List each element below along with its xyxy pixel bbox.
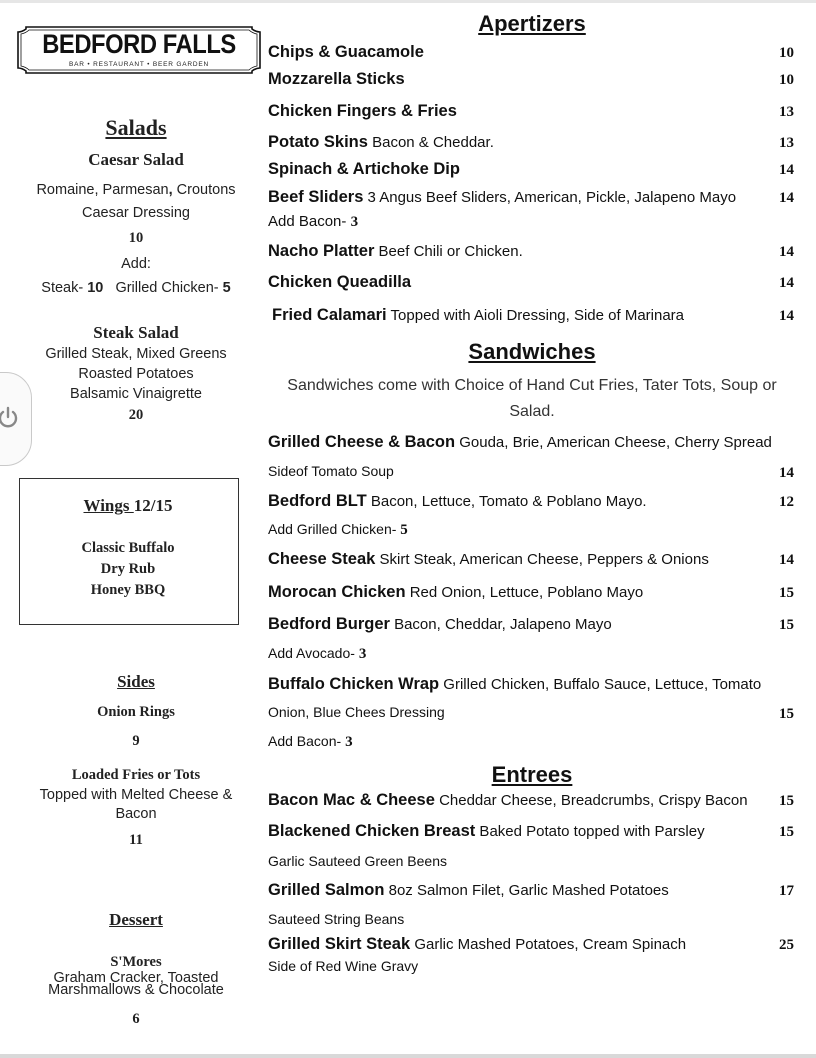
- menu-item-addon: [268, 213, 796, 231]
- addon-label: Add Avocado-: [268, 645, 359, 661]
- item-price: 14: [779, 465, 794, 481]
- caesar-salad-name: Caesar Salad: [88, 150, 184, 169]
- menu-item: [268, 273, 796, 292]
- caesar-desc-part: Romaine, Parmesan: [36, 182, 169, 198]
- addon-steak-price: 10: [87, 280, 104, 296]
- item-price: 14: [779, 275, 794, 291]
- steak-salad-price: 20: [128, 407, 144, 423]
- item-price: 14: [779, 552, 794, 568]
- wings-price: 12/15: [133, 496, 173, 515]
- sandwiches-intro-line2: Salad.: [509, 403, 555, 420]
- menu-item: [272, 306, 796, 325]
- item-desc: Grilled Chicken, Buffalo Sauce, Lettuce, Tomato: [439, 676, 762, 693]
- menu-item-addon: [268, 521, 796, 539]
- item-name: Bedford Burger: [268, 615, 390, 633]
- item-desc: Bacon & Cheddar.: [367, 134, 494, 151]
- item-price: 17: [779, 883, 794, 899]
- menu-item: [268, 935, 796, 954]
- steak-salad-name: Steak Salad: [93, 323, 179, 342]
- item-desc: 3 Angus Beef Sliders, American, Pickle, Jalapeno Mayo: [363, 189, 737, 206]
- wings-heading: [19, 496, 237, 516]
- loaded-fries-line2: Bacon: [115, 806, 157, 822]
- menu-item: [268, 70, 796, 89]
- dessert-heading: Dessert: [109, 910, 163, 929]
- item-name: Spinach & Artichoke Dip: [268, 160, 460, 178]
- item-desc: Topped with Aioli Dressing, Side of Marinara: [386, 307, 685, 324]
- item-price: 14: [779, 244, 794, 260]
- smores-line2: Marshmallows & Chocolate: [48, 982, 224, 998]
- addon-label: Add Bacon-: [268, 733, 346, 749]
- item-desc: Baked Potato topped with Parsley: [475, 823, 705, 840]
- bottom-divider: [0, 1054, 816, 1058]
- smores-line1: Graham Cracker, Toasted: [53, 970, 219, 986]
- logo-title: BEDFORD FALLS: [42, 29, 236, 59]
- menu-item: [268, 188, 796, 207]
- item-desc: Garlic Sauteed Green Beens: [268, 853, 447, 869]
- wings-title: Wings: [83, 496, 134, 515]
- menu-item-line2: [268, 911, 796, 928]
- item-name: Chips & Guacamole: [268, 43, 424, 61]
- item-price: 14: [779, 162, 794, 178]
- entrees-heading: Entrees: [491, 762, 573, 787]
- power-icon[interactable]: [0, 405, 21, 431]
- item-desc: Sauteed String Beans: [268, 911, 405, 927]
- item-price: 13: [779, 135, 794, 151]
- item-desc: Beef Chili or Chicken.: [374, 243, 523, 260]
- onion-rings-name: Onion Rings: [97, 704, 175, 720]
- item-name: Grilled Salmon: [268, 881, 385, 899]
- addon-label: Add Bacon-: [268, 213, 351, 230]
- menu-item-line2: [268, 704, 796, 721]
- item-desc: Bacon, Lettuce, Tomato & Poblano Mayo.: [366, 493, 647, 510]
- item-name: Grilled Skirt Steak: [268, 935, 411, 953]
- addon-chicken-price: 5: [222, 280, 231, 296]
- addon-label: Add Grilled Chicken-: [268, 521, 401, 537]
- logo: [16, 26, 262, 74]
- addon-price: 5: [400, 522, 408, 538]
- menu-item: [268, 791, 796, 810]
- item-price: 12: [779, 494, 794, 510]
- item-price: 15: [779, 793, 794, 809]
- menu-item: [268, 242, 796, 261]
- menu-item-line2: [268, 958, 796, 975]
- caesar-addons: [16, 280, 256, 296]
- wings-flavor: Honey BBQ: [90, 582, 166, 598]
- menu-item-line2: [268, 463, 796, 480]
- item-desc: Side of Red Wine Gravy: [268, 958, 419, 974]
- caesar-salad-desc-line2: Caesar Dressing: [82, 205, 190, 221]
- item-price: 25: [779, 937, 794, 953]
- item-name: Buffalo Chicken Wrap: [268, 675, 440, 693]
- addon-price: 3: [358, 646, 367, 662]
- item-price: 14: [779, 308, 794, 324]
- item-desc: Onion, Blue Chees Dressing: [268, 704, 445, 720]
- item-name: Grilled Cheese & Bacon: [268, 433, 456, 451]
- caesar-add-label: Add:: [121, 256, 151, 272]
- menu-item: [268, 433, 796, 452]
- logo-subtitle: BAR • RESTAURANT • BEER GARDEN: [69, 61, 209, 68]
- item-name: Beef Sliders: [268, 188, 364, 206]
- steak-salad-line2: Roasted Potatoes: [78, 366, 194, 382]
- item-desc: Red Onion, Lettuce, Poblano Mayo: [405, 584, 644, 601]
- smores-price: 6: [132, 1011, 140, 1027]
- sides-heading: Sides: [117, 672, 155, 691]
- item-price: 15: [779, 585, 794, 601]
- menu-item: [268, 160, 796, 179]
- item-desc: 8oz Salmon Filet, Garlic Mashed Potatoes: [384, 882, 669, 899]
- steak-salad-line1: Grilled Steak, Mixed Greens: [45, 346, 227, 362]
- item-price: 15: [779, 824, 794, 840]
- menu-item: [268, 615, 796, 634]
- menu-item: [268, 43, 796, 62]
- addon-price: 3: [345, 734, 353, 750]
- menu-item: [268, 102, 796, 121]
- menu-item: [268, 881, 796, 900]
- item-price: 15: [779, 617, 794, 633]
- sandwiches-intro-line1: Sandwiches come with Choice of Hand Cut Fries, Tater Tots, Soup or: [287, 377, 777, 394]
- item-name: Morocan Chicken: [268, 583, 406, 601]
- item-desc: Sideof Tomato Soup: [268, 463, 394, 479]
- item-desc: Skirt Steak, American Cheese, Peppers & Onions: [375, 551, 709, 568]
- item-desc: Cheddar Cheese, Breadcrumbs, Crispy Bacon: [434, 792, 748, 809]
- loaded-fries-line1: Topped with Melted Cheese &: [39, 787, 233, 803]
- item-desc: Bacon, Cheddar, Jalapeno Mayo: [389, 616, 612, 633]
- item-name: Chicken Queadilla: [268, 273, 412, 291]
- item-name: Nacho Platter: [268, 242, 375, 260]
- onion-rings-price: 9: [132, 733, 140, 749]
- item-name: Cheese Steak: [268, 550, 376, 568]
- item-name: Blackened Chicken Breast: [268, 822, 476, 840]
- item-price: 10: [779, 72, 794, 88]
- addon-steak-label: Steak-: [41, 280, 88, 296]
- caesar-salad-price: 10: [128, 230, 144, 246]
- menu-item: [268, 492, 796, 511]
- menu-item: [268, 822, 796, 841]
- caesar-desc-part2: Croutons: [172, 182, 236, 198]
- steak-salad-line3: Balsamic Vinaigrette: [70, 386, 202, 402]
- loaded-fries-name: Loaded Fries or Tots: [71, 767, 201, 783]
- menu-item: [268, 675, 796, 694]
- wings-flavor: Classic Buffalo: [81, 540, 175, 556]
- item-desc: Gouda, Brie, American Cheese, Cherry Spread: [455, 434, 772, 451]
- item-price: 13: [779, 104, 794, 120]
- item-name: Bacon Mac & Cheese: [268, 791, 435, 809]
- smores-name: S'Mores: [110, 954, 162, 970]
- menu-item: [268, 133, 796, 152]
- wings-flavor: Dry Rub: [100, 561, 156, 577]
- side-panel-tab[interactable]: [0, 372, 32, 466]
- appetizers-heading: Apertizers: [478, 11, 586, 36]
- salads-heading: Salads: [105, 115, 167, 140]
- item-name: Fried Calamari: [272, 306, 387, 324]
- item-price: 14: [779, 190, 794, 206]
- addon-chicken-label: Grilled Chicken-: [115, 280, 223, 296]
- menu-item: [268, 550, 796, 569]
- caesar-desc-comma: ,: [168, 182, 173, 198]
- caesar-salad-desc-line1: [16, 182, 256, 198]
- addon-price: 3: [350, 214, 359, 230]
- menu-item: [268, 583, 796, 602]
- item-name: Chicken Fingers & Fries: [268, 102, 457, 120]
- sandwiches-heading: Sandwiches: [468, 339, 596, 364]
- loaded-fries-price: 11: [129, 832, 143, 848]
- item-price: 15: [779, 706, 794, 722]
- menu-item-addon: [268, 645, 796, 663]
- item-desc: Garlic Mashed Potatoes, Cream Spinach: [410, 936, 687, 953]
- item-name: Bedford BLT: [268, 492, 367, 510]
- menu-item-addon: [268, 733, 796, 751]
- item-name: Mozzarella Sticks: [268, 70, 405, 88]
- top-divider: [0, 0, 816, 3]
- menu-item-line2: [268, 853, 796, 870]
- item-name: Potato Skins: [268, 133, 368, 151]
- item-price: 10: [779, 45, 794, 61]
